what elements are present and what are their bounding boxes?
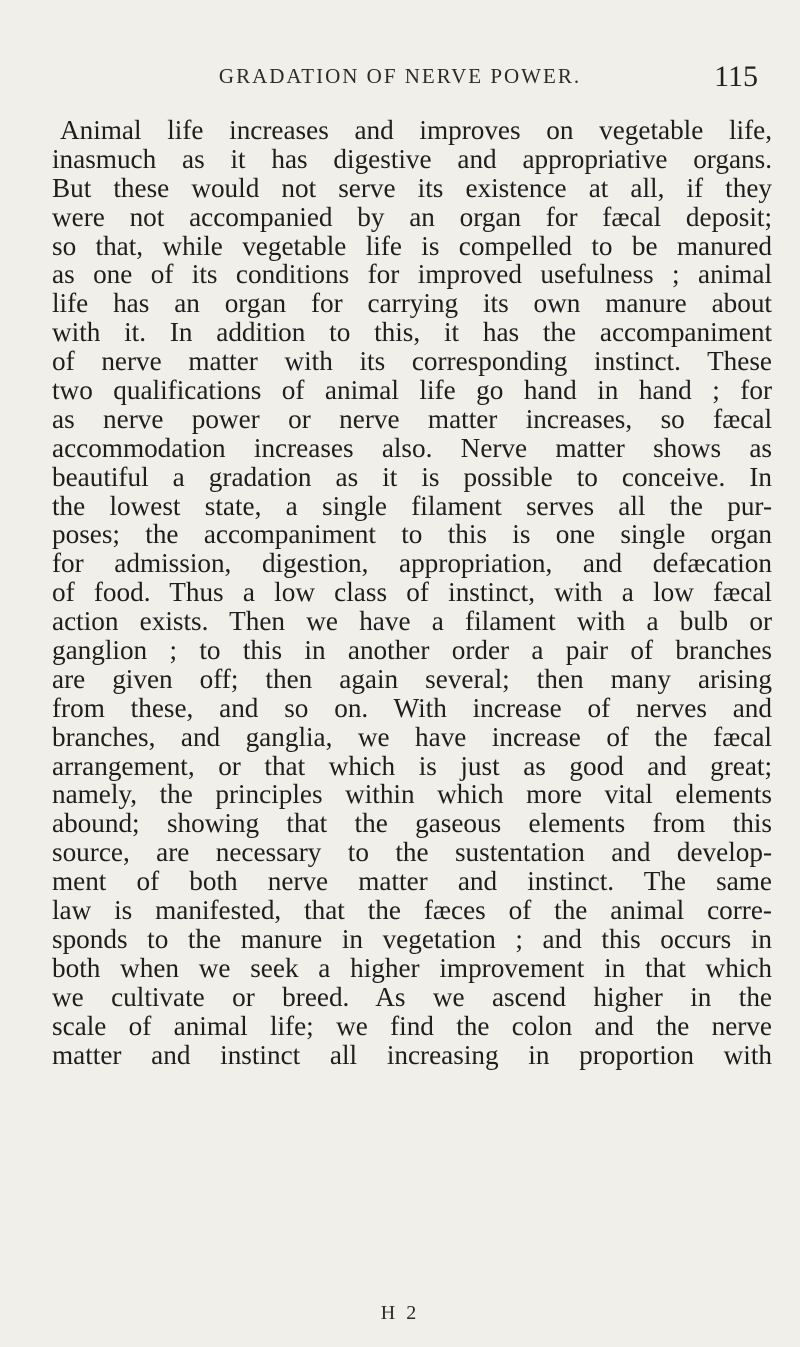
text-line: as one of its conditions for improved usefulness ; animal xyxy=(52,259,772,290)
text-line: we cultivate or breed. As we ascend higher in the xyxy=(52,981,772,1012)
text-line: But these would not serve its existence at all, if they xyxy=(52,172,772,203)
text-line: from these, and so on. With increase of nerves and xyxy=(52,692,772,723)
page-header xyxy=(0,60,800,100)
text-line: ment of both nerve matter and instinct. The same xyxy=(52,866,772,897)
page-number: 115 xyxy=(714,60,758,93)
text-line: for admission, digestion, appropriation, and defæcation xyxy=(52,548,772,579)
text-line: abound; showing that the gaseous elements from this xyxy=(52,808,772,839)
text-line: source, are necessary to the sustentation and develop- xyxy=(52,837,772,868)
text-line: two qualifications of animal life go hand in hand ; for xyxy=(52,375,772,406)
text-line: as nerve power or nerve matter increases, so fæcal xyxy=(52,403,772,434)
text-line: so that, while vegetable life is compelled to be manured xyxy=(52,230,772,261)
text-line: branches, and ganglia, we have increase of the fæcal xyxy=(52,721,772,752)
text-line: both when we seek a higher improvement in that which xyxy=(52,952,772,983)
text-line: are given off; then again several; then many arising xyxy=(52,663,772,694)
text-line: scale of animal life; we find the colon and the nerve xyxy=(52,1010,772,1041)
text-line: Animal life increases and improves on vegetable life, xyxy=(60,115,772,145)
body-text xyxy=(52,116,772,1069)
text-line: inasmuch as it has digestive and appropriative organs. xyxy=(52,143,772,174)
text-line: of nerve matter with its corresponding instinct. These xyxy=(52,346,772,377)
text-line: sponds to the manure in vegetation ; and this occurs in xyxy=(52,923,772,954)
text-line: beautiful a gradation as it is possible to conceive. In xyxy=(52,461,772,492)
text-line: were not accompanied by an organ for fæcal deposit; xyxy=(52,201,772,232)
signature-mark: H 2 xyxy=(380,1302,420,1324)
text-line: the lowest state, a single filament serves all the pur- xyxy=(52,490,772,521)
text-line: accommodation increases also. Nerve matter shows as xyxy=(52,432,772,463)
text-line: of food. Thus a low class of instinct, with a low fæcal xyxy=(52,577,772,608)
text-line: law is manifested, that the fæces of the animal corre- xyxy=(52,895,772,926)
text-line: ganglion ; to this in another order a pair of branches xyxy=(52,635,772,666)
text-line: action exists. Then we have a filament with a bulb or xyxy=(52,606,772,637)
text-line: namely, the principles within which more vital elements xyxy=(52,779,772,810)
text-line: poses; the accompaniment to this is one single organ xyxy=(52,519,772,550)
text-line: life has an organ for carrying its own manure about xyxy=(52,288,772,319)
text-line: with it. In addition to this, it has the accompaniment xyxy=(52,317,772,348)
text-line: arrangement, or that which is just as good and great; xyxy=(52,750,772,781)
text-line: matter and instinct all increasing in proportion with xyxy=(52,1039,772,1070)
running-head: GRADATION OF NERVE POWER. xyxy=(218,64,582,88)
